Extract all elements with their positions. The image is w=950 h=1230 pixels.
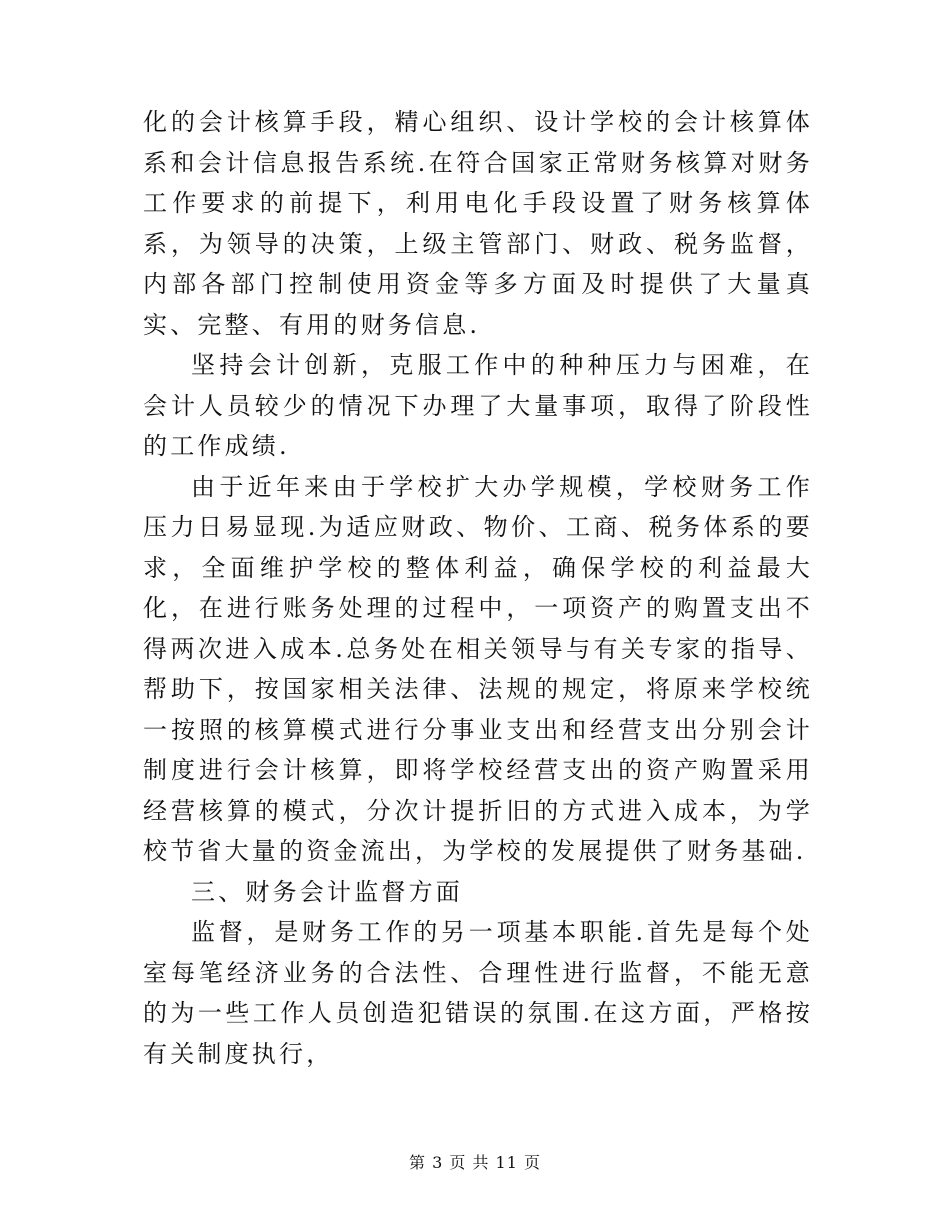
paragraph-supervision: 监督，是财务工作的另一项基本职能.首先是每个处室每笔经济业务的合法性、合理性进行监督，不能无意的为一些工作人员创造犯错误的氛围.在这方面，严格按有关制度执行， <box>143 918 813 1068</box>
paragraph-school-expansion: 由于近年来由于学校扩大办学规模，学校财务工作压力日易显现.为适应财政、物价、工商、税务体系的要求，全面维护学校的整体利益，确保学校的利益最大化，在进行账务处理的过程中，一项资产的购置支出不得两次进入成本.总务处在相关领导与有关专家的指导、帮助下，按国家相关法律、法规的规定，将原来学校统一按照的核算模式进行分事业支出和经营支出分别会计制度进行会计核算，即将学校经营支出的资产购置采用经营核算的模式，分次计提折旧的方式进入成本，为学校节省大量的资金流出，为学校的发展提供了财务基础. <box>143 472 813 865</box>
page-body <box>143 102 813 1074</box>
page-number-footer: 第 3 页 共 11 页 <box>409 1153 541 1172</box>
paragraph-accounting-innovation: 坚持会计创新，克服工作中的种种压力与困难，在会计人员较少的情况下办理了大量事项，取得了阶段性的工作成绩. <box>143 351 813 460</box>
section-heading-supervision: 三、财务会计监督方面 <box>191 877 463 906</box>
paragraph-continued: 化的会计核算手段，精心组织、设计学校的会计核算体系和会计信息报告系统.在符合国家正常财务核算对财务工作要求的前提下，利用电化手段设置了财务核算体系，为领导的决策，上级主管部门、财政、税务监督，内部各部门控制使用资金等多方面及时提供了大量真实、完整、有用的财务信息. <box>143 108 813 339</box>
